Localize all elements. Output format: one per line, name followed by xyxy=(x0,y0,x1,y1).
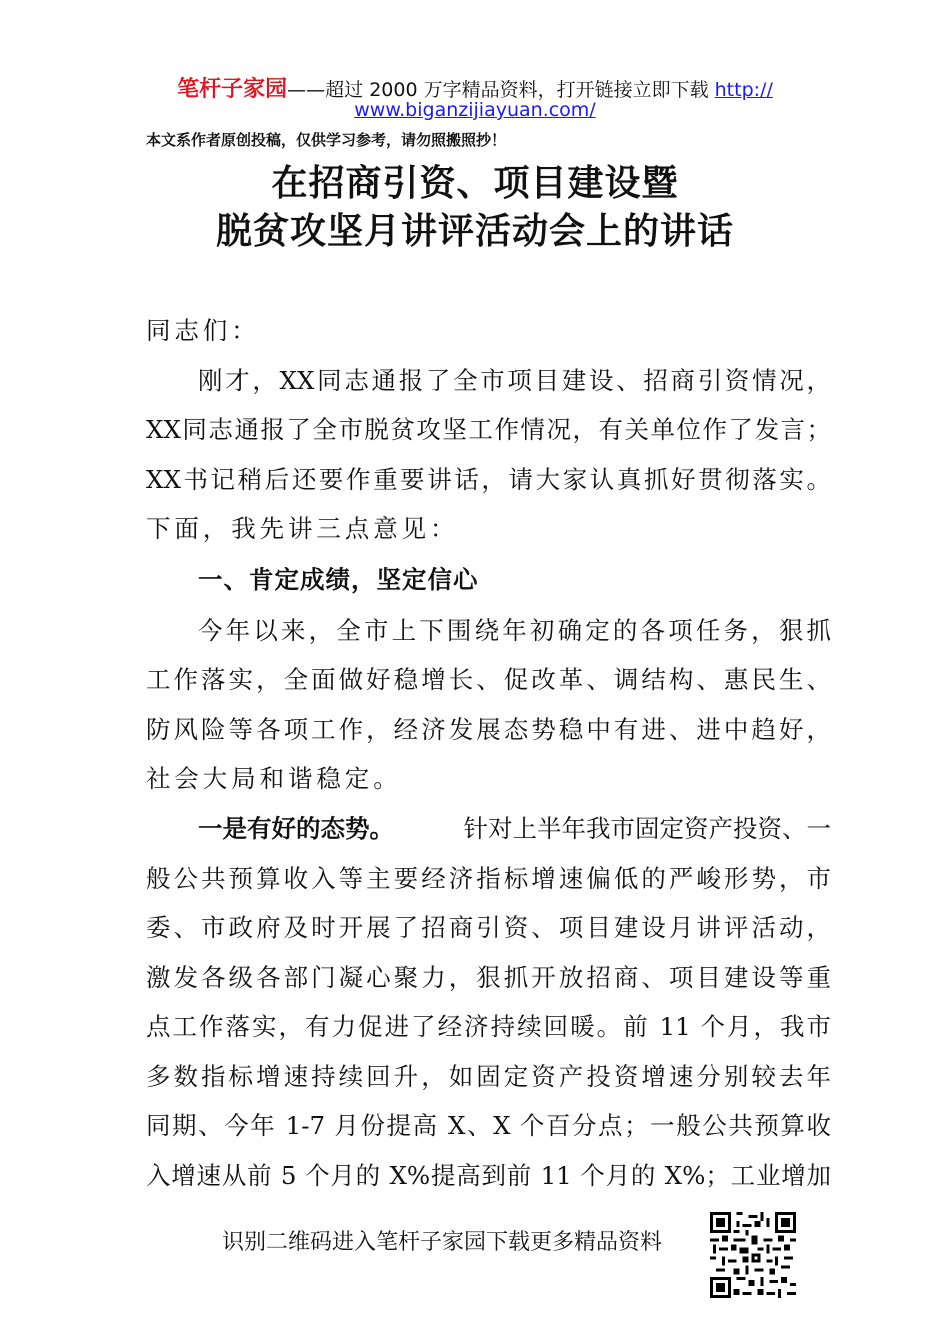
copyright-notice: 本文系作者原创投稿，仅供学习参考，请勿照搬照抄！ xyxy=(146,131,507,149)
paragraph-lead: 一是有好的态势。 xyxy=(198,814,394,843)
paragraph-line: 刚才，XX同志通报了全市项目建设、招商引资情况， xyxy=(198,366,831,395)
paragraph-line: 今年以来，全市上下围绕年初确定的各项任务，狠抓 xyxy=(198,616,831,645)
site-link-part1[interactable]: http:// xyxy=(714,79,773,101)
paragraph-line: 下面，我先讲三点意见： xyxy=(146,514,459,543)
paragraph-first-rest: 针对上半年我市固定资产投资、一 xyxy=(463,814,831,843)
paragraph-line: XX书记稍后还要作重要讲话，请大家认真抓好贯彻落实。 xyxy=(146,465,831,494)
greeting: 同志们： xyxy=(146,316,260,345)
footer-caption: 识别二维码进入笔杆子家园下载更多精品资料 xyxy=(222,1230,663,1255)
brand-name[interactable]: 笔杆子家园 xyxy=(177,77,288,102)
paragraph-line: 同期、今年 1-7 月份提高 X、X 个百分点；一般公共预算收 xyxy=(146,1111,831,1140)
site-header-line2 xyxy=(0,99,950,121)
paragraph-line: 社会大局和谐稳定。 xyxy=(146,764,402,793)
document-title-line2: 脱贫攻坚月讲评活动会上的讲话 xyxy=(215,210,734,252)
site-link-part2[interactable]: www.biganzijiayuan.com/ xyxy=(354,99,596,121)
section-heading: 一、肯定成绩，坚定信心 xyxy=(198,565,479,594)
paragraph-line: XX同志通报了全市脱贫攻坚工作情况，有关单位作了发言； xyxy=(146,415,831,444)
document-title-line1: 在招商引资、项目建设暨 xyxy=(271,162,679,204)
paragraph-line: 工作落实，全面做好稳增长、促改革、调结构、惠民生、 xyxy=(146,665,831,694)
paragraph-line: 委、市政府及时开展了招商引资、项目建设月讲评活动， xyxy=(146,913,831,942)
paragraph-line: 般公共预算收入等主要经济指标增速偏低的严峻形势，市 xyxy=(146,864,831,893)
qr-code-icon[interactable] xyxy=(710,1212,796,1298)
header-tagline: ——超过 2000 万字精品资料，打开链接立即下载 xyxy=(287,79,715,101)
paragraph-line: 入增速从前 5 个月的 X%提高到前 11 个月的 X%；工业增加 xyxy=(146,1161,831,1190)
paragraph-line: 点工作落实，有力促进了经济持续回暖。前 11 个月，我市 xyxy=(146,1012,831,1041)
paragraph-line: 激发各级各部门凝心聚力，狠抓开放招商、项目建设等重 xyxy=(146,963,831,992)
paragraph-line: 防风险等各项工作，经济发展态势稳中有进、进中趋好， xyxy=(146,715,831,744)
paragraph-line: 多数指标增速持续回升，如固定资产投资增速分别较去年 xyxy=(146,1062,831,1091)
paragraph-first-line xyxy=(198,810,831,845)
